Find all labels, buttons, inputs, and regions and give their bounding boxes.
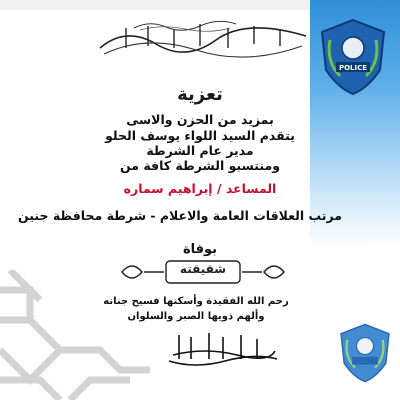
- closing-verse-calligraphy-icon: [165, 331, 280, 369]
- notice-line-4: ومنتسبو الشرطة كافة من: [120, 158, 280, 173]
- death-of-label: بوفاة: [182, 242, 218, 257]
- condoled-name: المساعد / إبراهيم سماره: [123, 181, 277, 196]
- relation-label: شقيقته: [179, 262, 227, 276]
- police-emblem-watermark-icon: [338, 322, 392, 384]
- notice-title: تعزية: [177, 84, 223, 105]
- header-calligraphy-icon: [96, 18, 310, 58]
- notice-line-1: بمزيد من الحزن والاسى: [126, 112, 274, 127]
- notice-line-2: يتقدم السيد اللواء يوسف الحلو: [105, 128, 295, 143]
- department-line: مرتب العلاقات العامة والاعلام - شرطة محافظة جنين: [18, 208, 342, 223]
- emblem-label: POLICE: [338, 64, 368, 72]
- corner-lattice-pattern-icon: [0, 270, 150, 400]
- notice-line-3: مدير عام الشرطة: [146, 143, 254, 158]
- prayer-line-1: رحم الله الفقيدة وأسكنها فسيح جنانه: [103, 296, 289, 307]
- prayer-line-2: وألهم ذويها الصبر والسلوان: [127, 311, 265, 322]
